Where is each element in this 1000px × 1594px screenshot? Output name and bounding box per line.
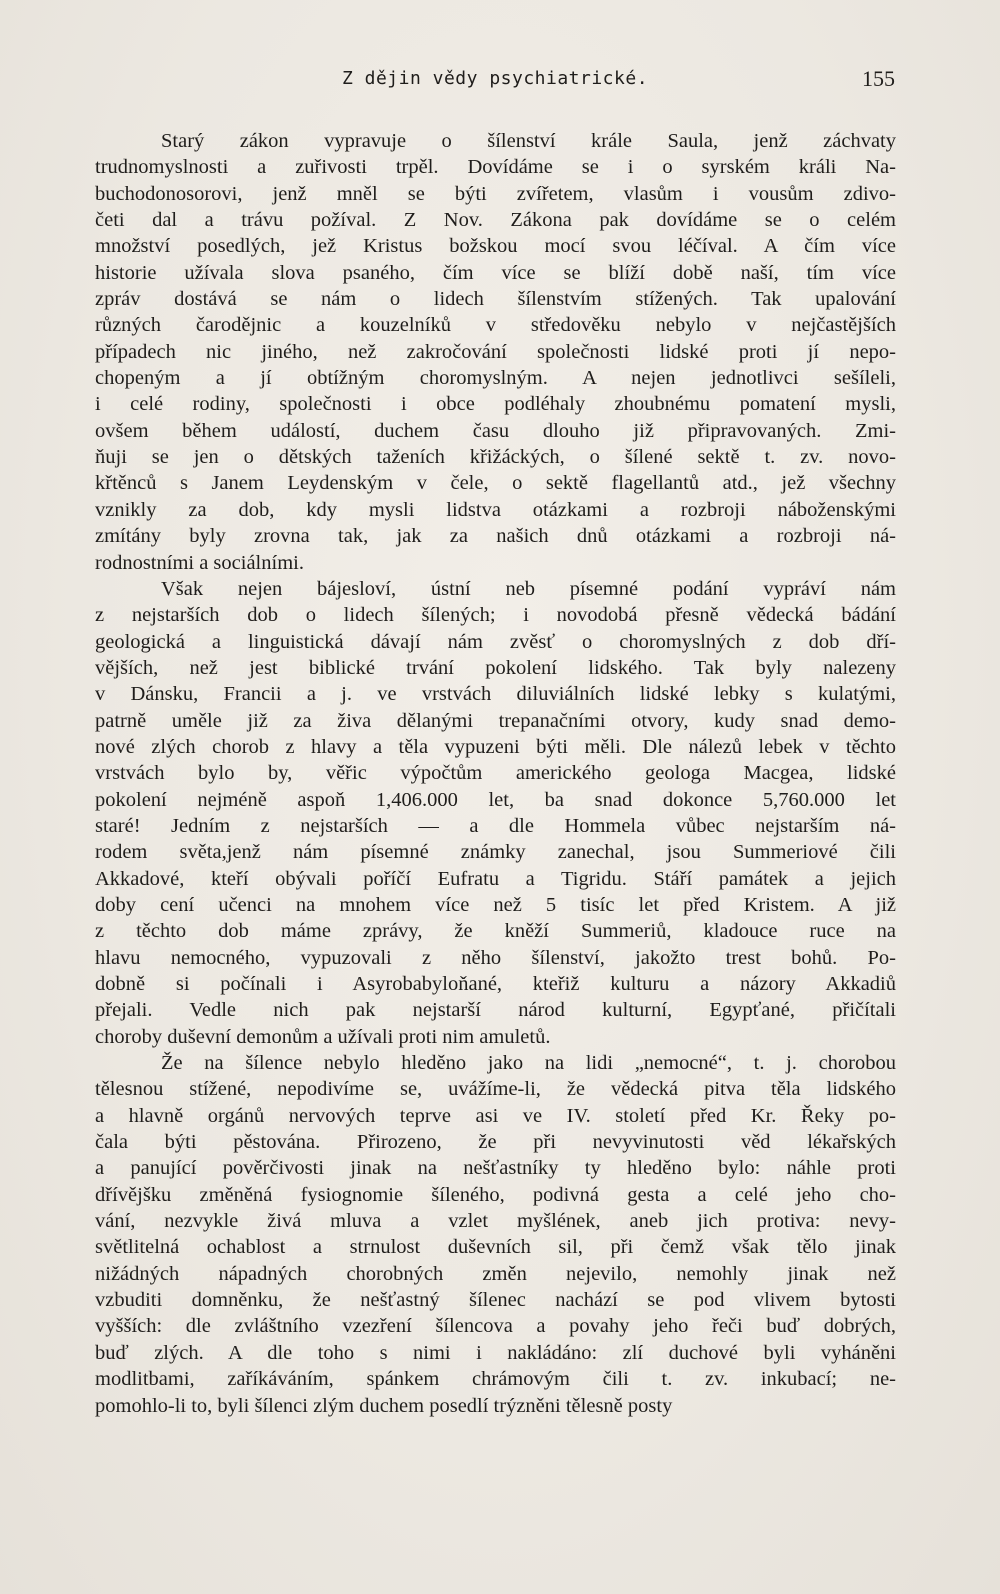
text-line: vějších, než jest biblické trvání pokolení lidského. Tak byly nalezeny bbox=[95, 656, 896, 679]
text-line: pokolení nejméně aspoň 1,406.000 let, ba snad dokonce 5,760.000 let bbox=[95, 788, 896, 811]
text-line: Že na šílence nebylo hleděno jako na lidi „nemocné“, t. j. chorobou bbox=[161, 1052, 896, 1075]
text-line: vzbuditi domněnku, že nešťastný šílenec nachází se pod vlivem bytosti bbox=[95, 1289, 896, 1312]
paragraph-2 bbox=[95, 576, 896, 1050]
text-line: nové zlých chorob z hlavy a těla vypuzeni býti měli. Dle nálezů lebek v těchto bbox=[95, 735, 896, 758]
text-line: z těchto dob máme zprávy, že kněží Summeriů, kladouce ruce na bbox=[95, 920, 896, 943]
body-text bbox=[95, 128, 896, 1419]
text-line: případech nic jiného, než zakročování společnosti lidské proti jí nepo- bbox=[95, 340, 896, 363]
text-line: vání, nezvykle živá mluva a vzlet myšlének, aneb jich protiva: nevy- bbox=[95, 1210, 896, 1233]
text-line: ňuji se jen o dětských taženích křižáckých, o šílené sektě t. zv. novo- bbox=[95, 446, 896, 469]
text-line: dřívějšku změněná fysiognomie šíleného, podivná gesta a celé jeho cho- bbox=[95, 1183, 896, 1206]
text-line: patrně uměle již za živa dělanými trepanačními otvory, kudy snad demo- bbox=[95, 709, 896, 732]
text-line: buď zlých. A dle toho s nimi i nakládáno: zlí duchové byli vyháněni bbox=[95, 1341, 896, 1364]
page-number: 155 bbox=[862, 66, 895, 91]
text-line: Starý zákon vypravuje o šílenství krále Saula, jenž záchvaty bbox=[161, 130, 896, 152]
text-line: Však nejen bájesloví, ústní neb písemné podání vypráví nám bbox=[161, 577, 896, 600]
text-line: buchodonosorovi, jenž mněl se býti zvířetem, vlasům i vousům zdivo- bbox=[95, 182, 896, 205]
text-line: a hlavně orgánů nervových teprve asi ve IV. století před Kr. Řeky po- bbox=[95, 1104, 896, 1127]
text-line: Akkadové, kteří obývali poříčí Eufratu a Tigridu. Stáří památek a jejich bbox=[95, 867, 896, 890]
text-line: z nejstarších dob o lidech šílených; i novodobá přesně vědecká bádání bbox=[95, 604, 896, 627]
text-line: rodnostními a sociálními. bbox=[95, 551, 304, 574]
text-line: doby cení učenci na mnohem více než 5 tisíc let před Kristem. A již bbox=[95, 893, 896, 916]
text-line: historie užívala slova psaného, čím více se blíží době naší, tím více bbox=[95, 261, 896, 284]
paragraph-1 bbox=[95, 128, 896, 576]
text-line: choroby duševní demonům a užívali proti nim amuletů. bbox=[95, 1025, 551, 1048]
text-line: zmítány byly zrovna tak, jak za našich dnů otázkami a rozbroji ná- bbox=[95, 525, 896, 548]
text-line: ovšem během událostí, duchem času dlouho již připravovaných. Zmi- bbox=[95, 419, 896, 442]
text-line: množství posedlých, jež Kristus božskou mocí svou léčíval. A čím více bbox=[95, 235, 896, 258]
text-line: v Dánsku, Francii a j. ve vrstvách diluviálních lidské lebky s kulatými, bbox=[95, 683, 896, 706]
text-line: čala býti pěstována. Přirozeno, že při nevyvinutosti věd lékařských bbox=[95, 1131, 896, 1154]
text-line: i celé rodiny, společnosti i obce podléhaly zhoubnému pomatení mysli, bbox=[95, 393, 896, 416]
text-line: dobně si počínali i Asyrobabyloňané, kteřiž kulturu a názory Akkadiů bbox=[95, 973, 896, 995]
text-line: chopeným a jí obtížným choromyslným. A nejen jednotlivci sešíleli, bbox=[95, 367, 896, 390]
running-head bbox=[95, 64, 895, 94]
text-line: vrstvách bylo by, věřic výpočtům amerického geologa Macgea, lidské bbox=[95, 762, 896, 785]
text-line: zpráv dostává se nám o lidech šílenstvím stížených. Tak upalování bbox=[95, 288, 896, 311]
text-line: křtěnců s Janem Leydenským v čele, o sektě flagellantů atd., jež všechny bbox=[95, 472, 896, 495]
text-line: různých čarodějnic a kouzelníků v středověku nebylo v nejčastějších bbox=[95, 314, 896, 337]
text-line: a panující pověrčivosti jinak na nešťastníky ty hleděno bylo: náhle proti bbox=[95, 1157, 896, 1180]
text-line: tělesnou stížené, nepodivíme se, uvážíme-li, že vědecká pitva těla lidského bbox=[95, 1078, 896, 1101]
running-title: Z dějin vědy psychiatrické. bbox=[341, 68, 649, 89]
text-line: přejali. Vedle nich pak nejstarší národ kulturní, Egypťané, přičítali bbox=[95, 999, 896, 1022]
text-line: nižádných nápadných chorobných změn nejevilo, nemohly jinak než bbox=[95, 1262, 896, 1285]
text-line: vyšších: dle zvláštního vzezření šílencova a povahy jeho řeči buď dobrých, bbox=[95, 1315, 896, 1338]
paragraph-3 bbox=[95, 1050, 896, 1419]
text-line: hlavu nemocného, vypuzovali z něho šílenství, jakožto trest bohů. Po- bbox=[95, 946, 896, 969]
text-line: trudnomyslnosti a zuřivosti trpěl. Dovídáme se i o syrském králi Na- bbox=[95, 156, 896, 179]
text-line: vznikly za dob, kdy mysli lidstva otázkami a rozbroji náboženskými bbox=[95, 498, 896, 521]
text-line: četi dal a trávu požíval. Z Nov. Zákona pak dovídáme se o celém bbox=[95, 209, 896, 232]
text-line: geologická a linguistická dávají nám zvěsť o choromyslných z dob dří- bbox=[95, 630, 896, 653]
text-line: pomohlo-li to, byli šílenci zlým duchem posedlí trýzněni tělesně posty bbox=[95, 1394, 673, 1417]
text-line: rodem světa,jenž nám písemné známky zanechal, jsou Summeriové čili bbox=[95, 841, 896, 864]
text-line: staré! Jedním z nejstarších — a dle Hommela vůbec nejstarším ná- bbox=[95, 814, 896, 837]
text-line: světlitelná ochablost a strnulost duševních sil, při čemž však tělo jinak bbox=[95, 1236, 896, 1259]
text-line: modlitbami, zaříkáváním, spánkem chrámovým čili t. zv. inkubací; ne- bbox=[95, 1368, 896, 1391]
